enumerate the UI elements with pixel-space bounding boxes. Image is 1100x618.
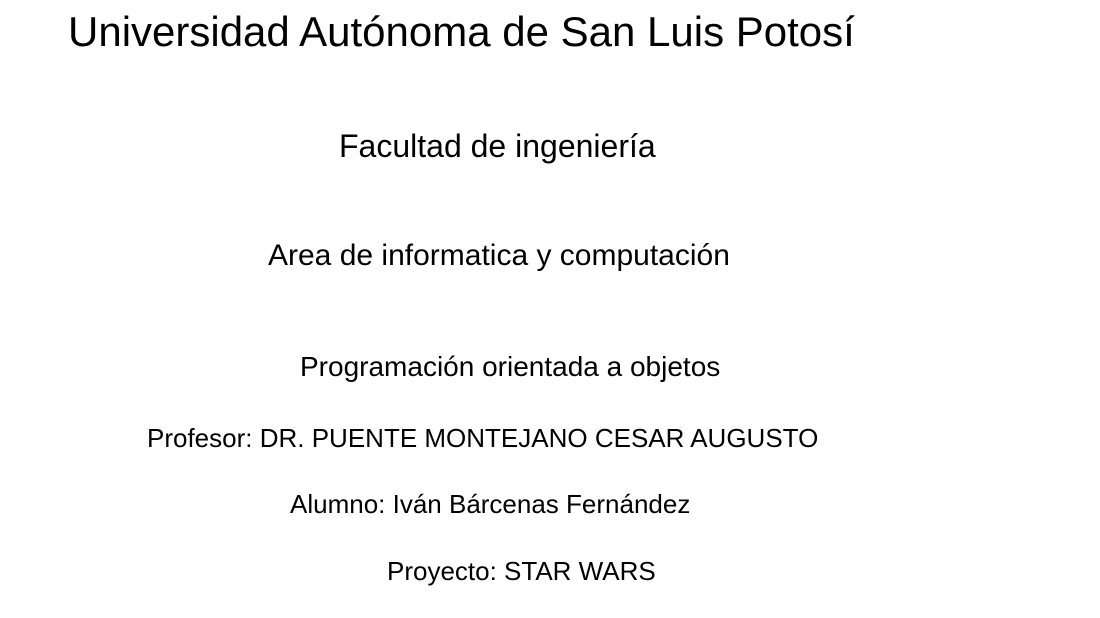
project-title: Proyecto: STAR WARS: [387, 556, 656, 586]
department-area: Area de informatica y computación: [268, 239, 730, 272]
professor-name: Profesor: DR. PUENTE MONTEJANO CESAR AUGUSTO: [147, 423, 819, 453]
student-name: Alumno: Iván Bárcenas Fernández: [290, 489, 691, 519]
faculty-name: Facultad de ingeniería: [339, 128, 656, 164]
course-name: Programación orientada a objetos: [300, 351, 721, 382]
university-title: Universidad Autónoma de San Luis Potosí: [68, 8, 855, 55]
